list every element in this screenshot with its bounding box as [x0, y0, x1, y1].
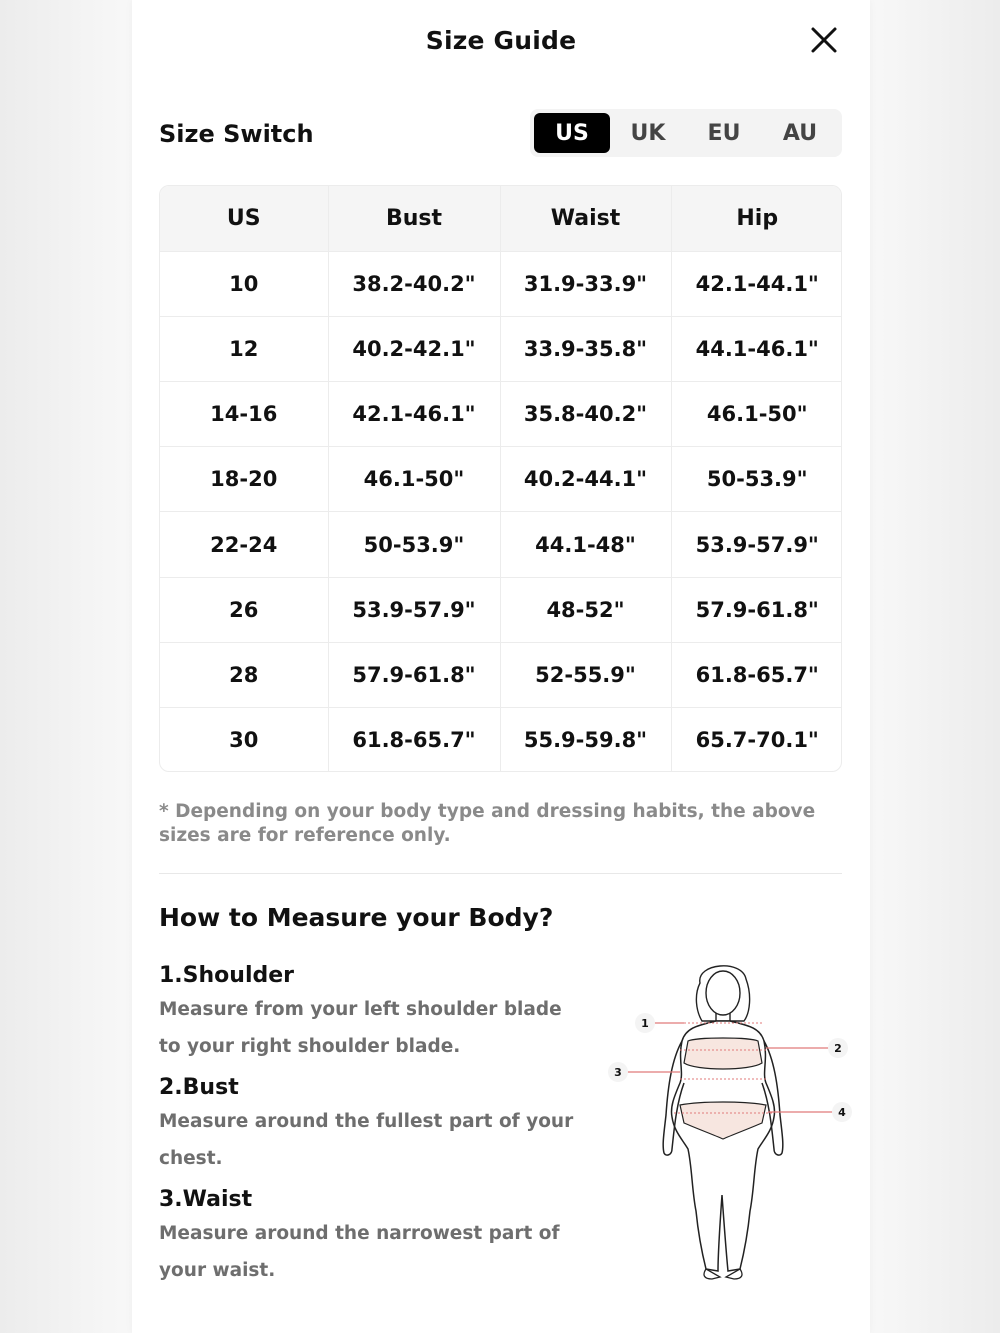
cell-hip: 65.7-70.1" [695, 728, 819, 753]
step-title: 2.Bust [159, 1075, 239, 1100]
region-toggle [530, 109, 842, 157]
measure-steps [159, 961, 579, 1297]
cell-size: 14-16 [160, 382, 328, 447]
table-header-row [160, 186, 842, 251]
table-row [160, 447, 842, 512]
table-row [160, 512, 842, 577]
page-title: Size Guide [425, 26, 577, 55]
region-tab-eu[interactable]: EU [707, 120, 741, 146]
marker-1: 1 [635, 1013, 655, 1033]
cell-hip: 50-53.9" [671, 447, 842, 512]
cell-size: 18-20 [160, 447, 328, 512]
table-row [160, 708, 842, 773]
cell-hip: 53.9-57.9" [671, 512, 842, 577]
region-tab-uk[interactable]: UK [630, 120, 666, 146]
size-switch-label: Size Switch [159, 120, 314, 148]
cell-bust: 42.1-46.1" [328, 382, 500, 447]
step-bust [159, 1073, 579, 1177]
cell-hip: 61.8-65.7" [671, 642, 842, 707]
step-title: 3.Waist [159, 1187, 253, 1212]
close-icon [806, 22, 842, 58]
cell-hip: 57.9-61.8" [671, 577, 842, 642]
sheet-header [132, 18, 870, 64]
cell-size: 22-24 [160, 512, 328, 577]
cell-size: 12 [160, 316, 328, 381]
region-tab-au[interactable]: AU [782, 120, 818, 146]
marker-4: 4 [832, 1102, 852, 1122]
cell-size: 28 [160, 642, 328, 707]
step-shoulder [159, 961, 579, 1065]
column-header-hip: Hip [671, 186, 842, 251]
cell-size: 10 [160, 251, 328, 316]
cell-bust: 53.9-57.9" [328, 577, 500, 642]
cell-waist: 55.9-59.8" [500, 708, 671, 773]
size-table [159, 185, 842, 772]
measure-section-title: How to Measure your Body? [159, 903, 554, 932]
region-tab-us[interactable]: US [534, 113, 610, 153]
table-row [160, 577, 842, 642]
cell-hip: 42.1-44.1" [671, 251, 842, 316]
cell-bust: 46.1-50" [328, 447, 500, 512]
reference-note: * Depending on your body type and dressing habits, the above sizes are for reference only. [159, 801, 816, 846]
step-description: Measure from your left shoulder blade to your right shoulder blade. [159, 999, 562, 1057]
size-switch-row [159, 109, 842, 157]
table-row [160, 316, 842, 381]
cell-waist: 40.2-44.1" [500, 447, 671, 512]
size-guide-sheet [132, 0, 870, 1333]
table-row [160, 382, 842, 447]
cell-waist: 33.9-35.8" [500, 316, 671, 381]
section-divider [159, 873, 842, 874]
marker-3: 3 [608, 1062, 628, 1082]
body-outline-illustration [592, 955, 852, 1285]
cell-bust: 61.8-65.7" [328, 708, 500, 773]
cell-hip: 46.1-50" [671, 382, 842, 447]
body-measurement-figure [592, 955, 852, 1285]
step-title: 1.Shoulder [159, 963, 295, 988]
cell-waist: 52-55.9" [500, 642, 671, 707]
cell-waist: 48-52" [500, 577, 671, 642]
marker-2: 2 [828, 1038, 848, 1058]
column-header-bust: Bust [328, 186, 500, 251]
cell-bust: 50-53.9" [328, 512, 500, 577]
step-description: Measure around the fullest part of your chest. [159, 1111, 574, 1169]
cell-size: 30 [160, 708, 328, 773]
table-row [160, 642, 842, 707]
cell-waist: 44.1-48" [500, 512, 671, 577]
cell-bust: 40.2-42.1" [328, 316, 500, 381]
cell-bust: 57.9-61.8" [328, 642, 500, 707]
step-description: Measure around the narrowest part of your waist. [159, 1223, 560, 1281]
step-waist [159, 1185, 579, 1289]
cell-size: 26 [160, 577, 328, 642]
cell-waist: 31.9-33.9" [500, 251, 671, 316]
column-header-waist: Waist [500, 186, 671, 251]
table-row [160, 251, 842, 316]
close-button[interactable] [806, 22, 842, 58]
cell-hip: 44.1-46.1" [671, 316, 842, 381]
column-header-size: US [160, 186, 328, 251]
cell-bust: 38.2-40.2" [328, 251, 500, 316]
cell-waist: 35.8-40.2" [500, 382, 671, 447]
